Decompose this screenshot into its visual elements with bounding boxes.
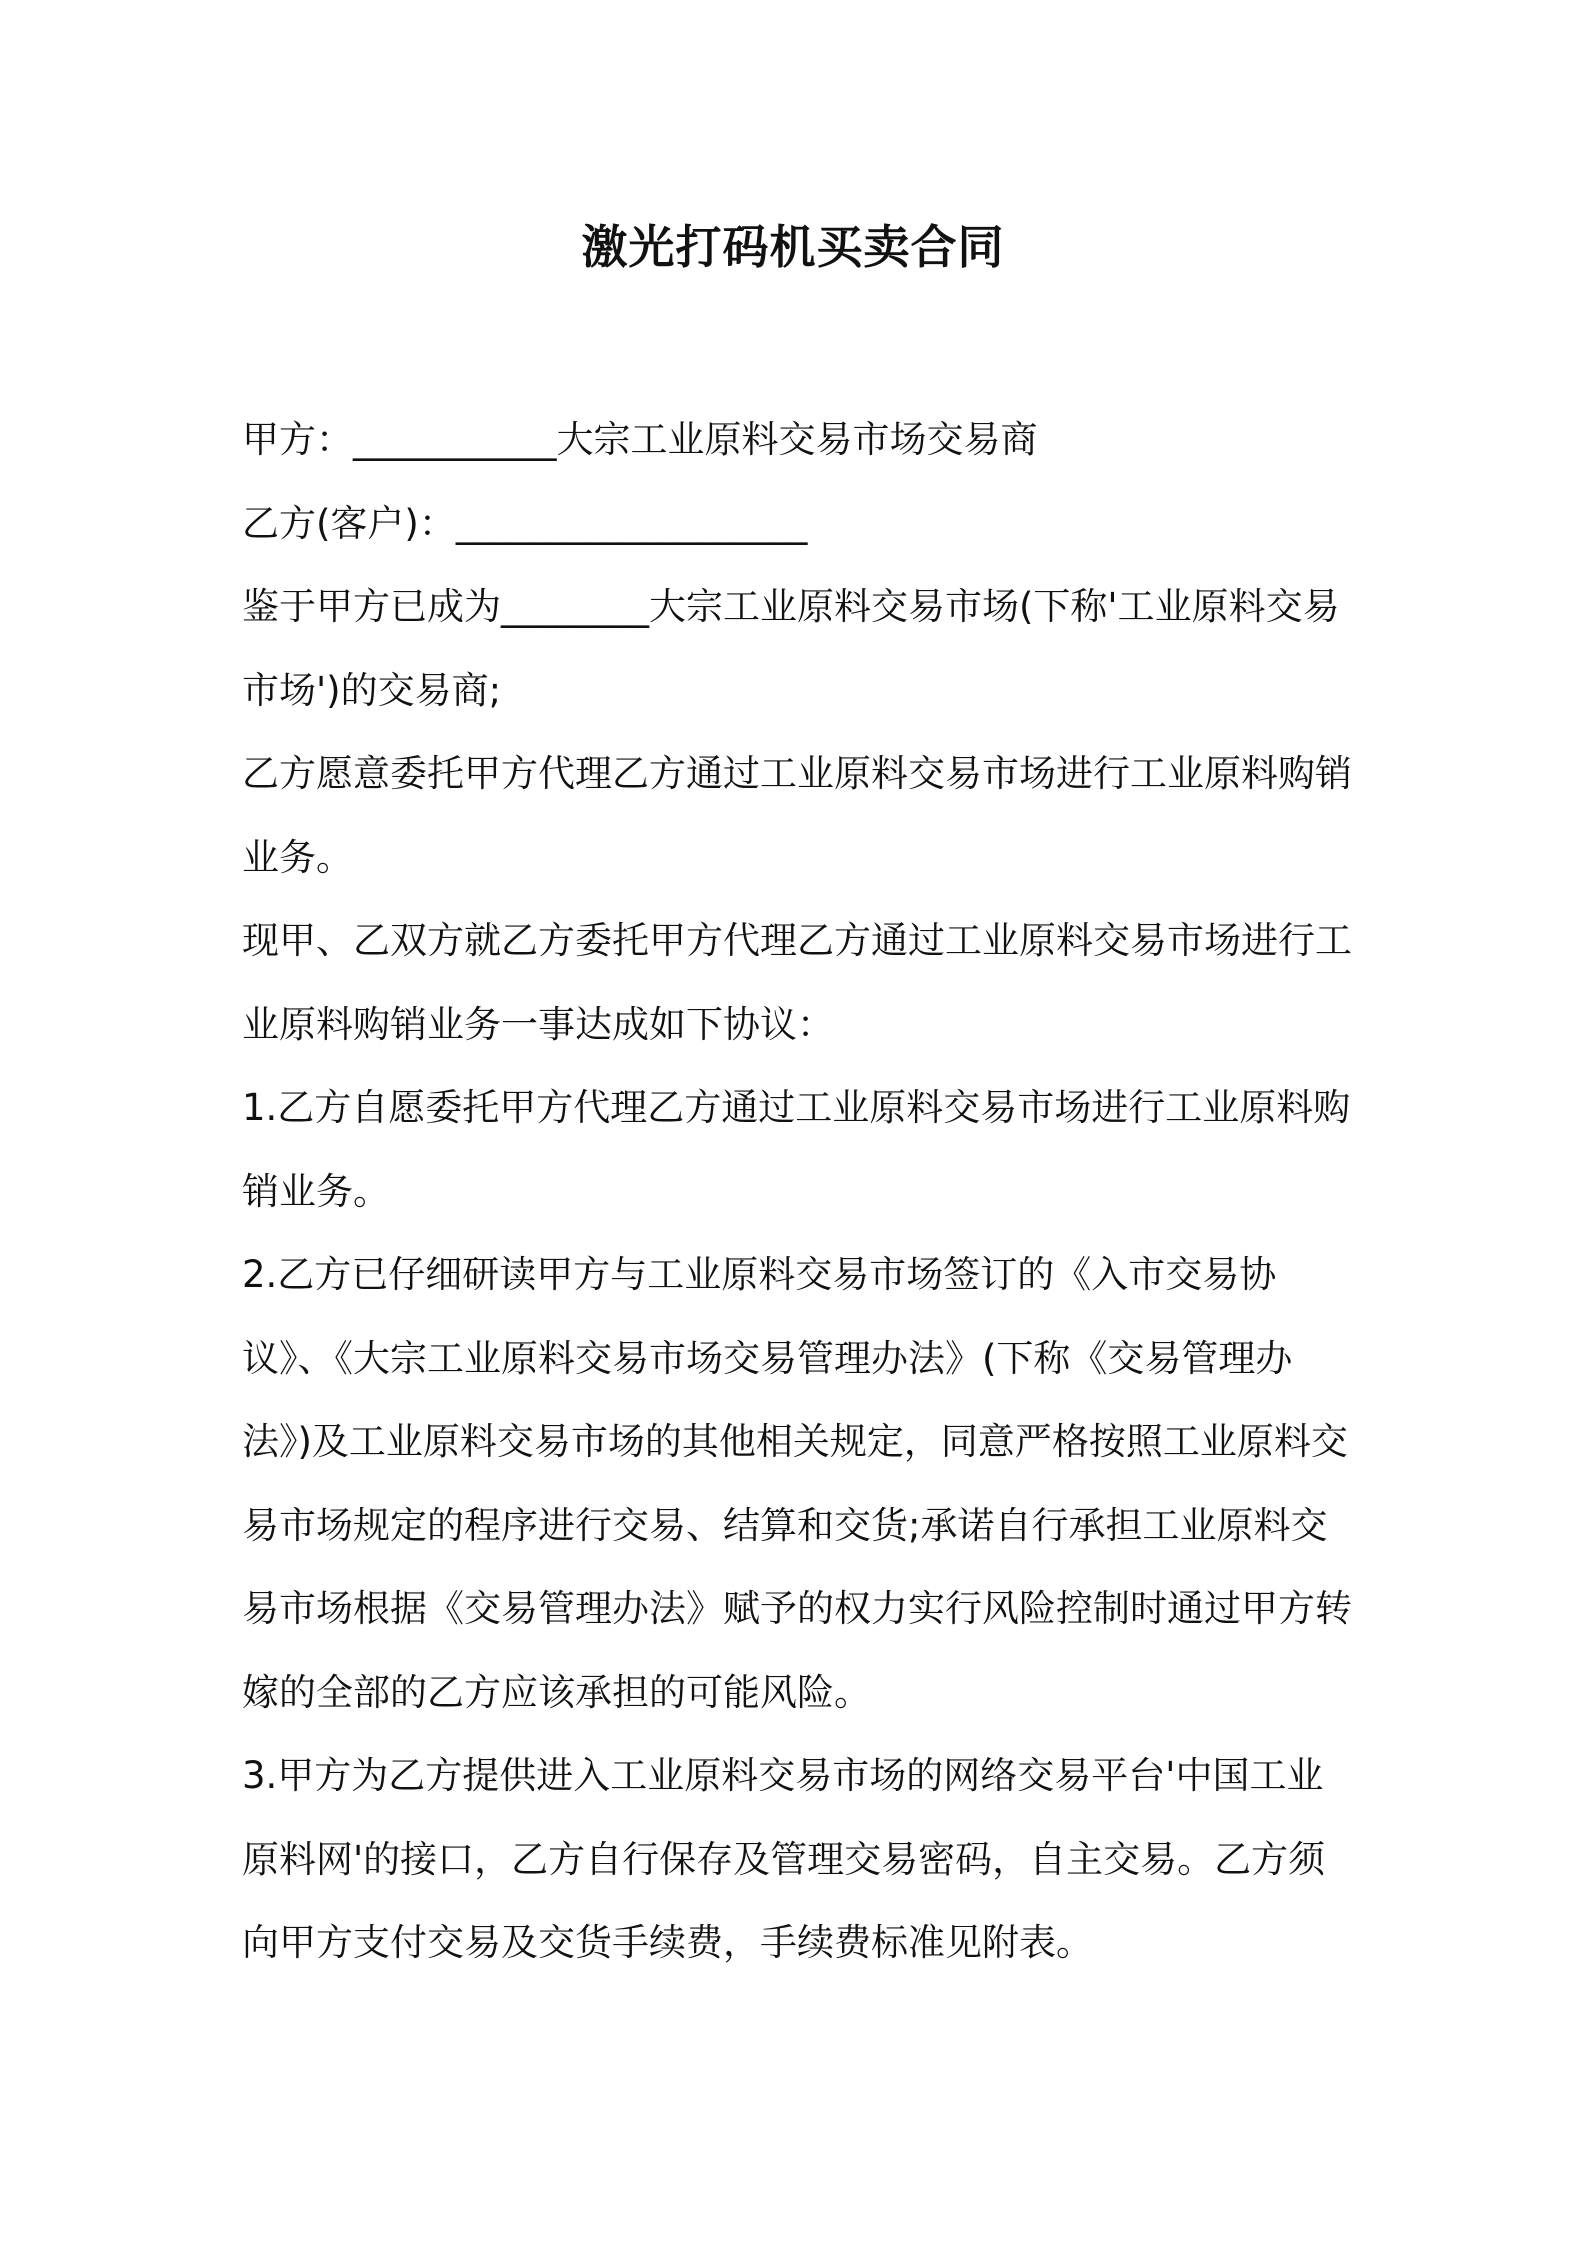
party-b-line: 乙方(客户)：___________________ xyxy=(242,501,808,545)
clause-1: 1.乙方自愿委托甲方代理乙方通过工业原料交易市场进行工业原料购销业务。 xyxy=(242,1086,1351,1213)
clause-2: 2.乙方已仔细研读甲方与工业原料交易市场签订的《入市交易协议》、《大宗工业原料交易市场交易管理办法》(下称《交易管理办法》)及工业原料交易市场的其他相关规定，同意严格按照工业原料交易市场规定的程序进行交易、结算和交货;承诺自行承担工业原料交易市场根据《交易管理办法》赋予的权力实行风险控制时通过甲方转嫁的全部的乙方应该承担的可能风险。 xyxy=(242,1253,1352,1714)
contract-body xyxy=(242,398,1352,1985)
whereas-clause: 鉴于甲方已成为________大宗工业原料交易市场(下称'工业原料交易市场')的交易商; xyxy=(242,585,1340,712)
party-a-line: 甲方：___________大宗工业原料交易市场交易商 xyxy=(242,418,1038,461)
intent-clause: 乙方愿意委托甲方代理乙方通过工业原料交易市场进行工业原料购销业务。 xyxy=(242,752,1352,879)
clause-3: 3.甲方为乙方提供进入工业原料交易市场的网络交易平台'中国工业原料网'的接口，乙方自行保存及管理交易密码，自主交易。乙方须向甲方支付交易及交货手续费，手续费标准见附表。 xyxy=(242,1754,1326,1964)
document-title: 激光打码机买卖合同 xyxy=(581,220,1005,274)
agreement-preamble: 现甲、乙双方就乙方委托甲方代理乙方通过工业原料交易市场进行工业原料购销业务一事达成如下协议： xyxy=(242,919,1352,1046)
